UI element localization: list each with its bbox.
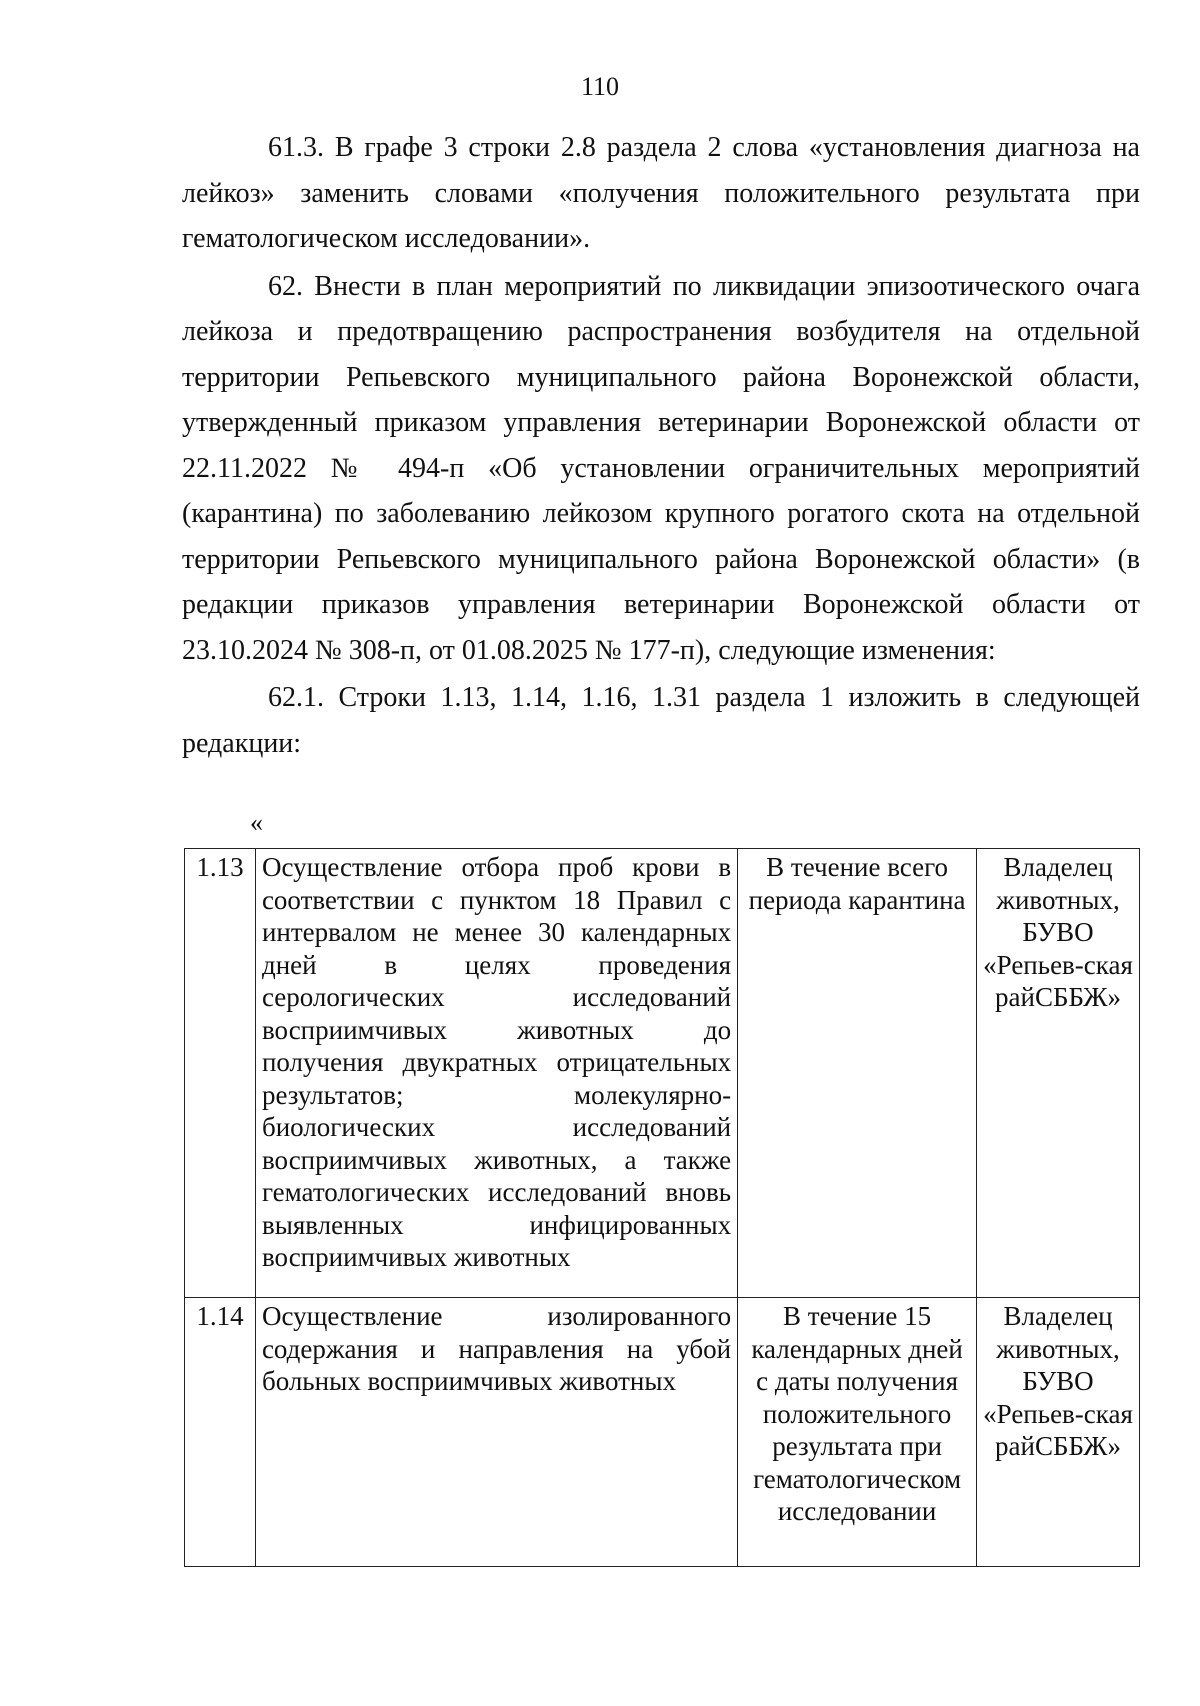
row-term: В течение 15 календарных дней с даты получения положительного результата при гематологическом исследовании [738, 1298, 977, 1567]
row-responsible: Владелец животных, БУВО «Репьев-ская райСББЖ» [977, 849, 1140, 1298]
row-event: Осуществление отбора проб крови в соответствии с пунктом 18 Правил с интервалом не менее 30 календарных дней в целях проведения серологических исследований восприимчивых животных до получения двукратных отрицательных результатов; молекулярно-биологических исследований восприимчивых животных, а также гематологических исследований вновь выявленных инфицированных восприимчивых животных [255, 849, 737, 1298]
row-term: В течение всего периода карантина [738, 849, 977, 1298]
table-row [185, 849, 1140, 1298]
row-number: 1.14 [185, 1298, 256, 1567]
table-open-quote: « [250, 808, 263, 837]
table-row [185, 1298, 1140, 1567]
row-number: 1.13 [185, 849, 256, 1298]
paragraph-61-3: 61.3. В графе 3 строки 2.8 раздела 2 слова «установления диагноза на лейкоз» заменить словами «получения положительного результата при гематологическом исследовании». [182, 132, 1140, 254]
page-number: 110 [580, 72, 620, 101]
paragraph-62: 62. Внести в план мероприятий по ликвидации эпизоотического очага лейкоза и предотвращению распространения возбудителя на отдельной территории Репьевского муниципального района Воронежской области, утвержденный приказом управления ветеринарии Воронежской области от 22.11.2022 № 494-п «Об установлении ограничительных мероприятий (карантина) по заболеванию лейкозом крупного рогатого скота на отдельной территории Репьевского муниципального района Воронежской области» (в редакции приказов управления ветеринарии Воронежской области от 23.10.2024 № 308-п, от 01.08.2025 № 177-п), следующие изменения: [182, 270, 1140, 666]
document-body [182, 125, 1140, 768]
paragraph-62-1: 62.1. Строки 1.13, 1.14, 1.16, 1.31 раздела 1 изложить в следующей редакции: [182, 682, 1140, 759]
measures-table [184, 848, 1140, 1567]
row-event: Осуществление изолированного содержания и направления на убой больных восприимчивых животных [255, 1298, 737, 1567]
row-responsible: Владелец животных, БУВО «Репьев-ская райСББЖ» [977, 1298, 1140, 1567]
